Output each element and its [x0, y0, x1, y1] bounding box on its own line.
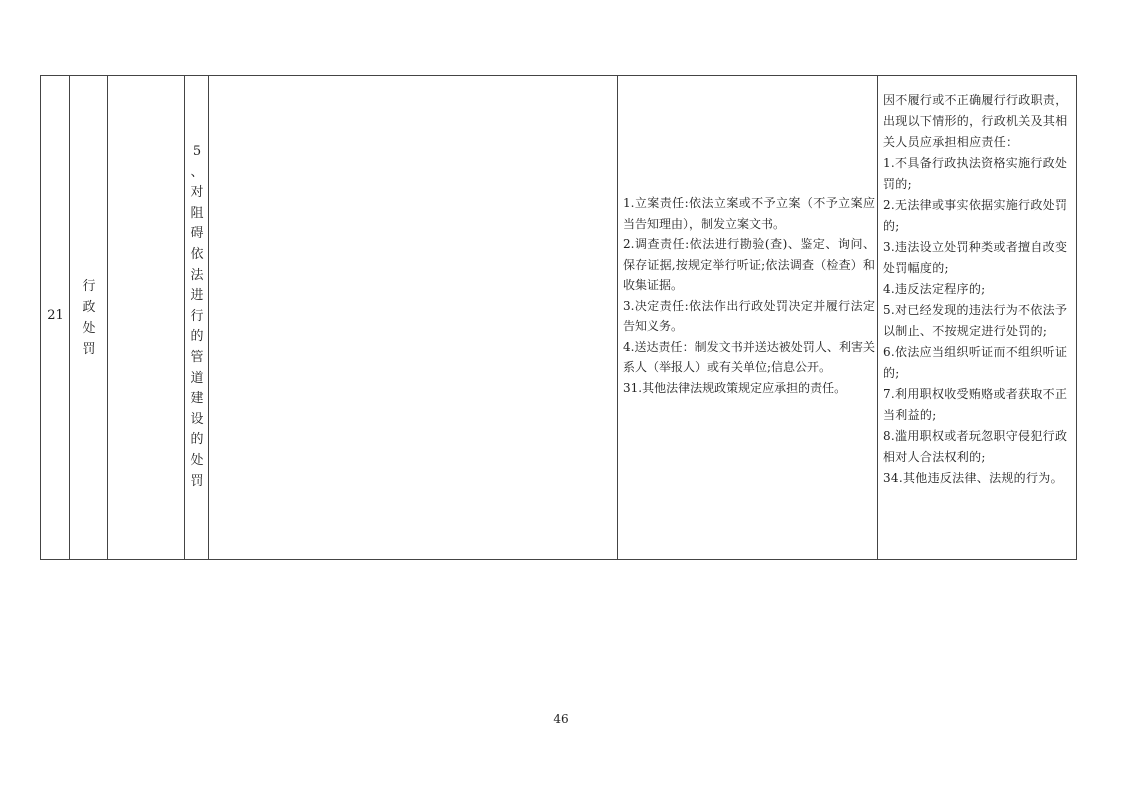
- accountability-cell: [883, 90, 1075, 489]
- category-char: 行: [82, 279, 96, 294]
- item-name-char: 的: [190, 432, 204, 448]
- item-name-char: 、: [190, 164, 204, 180]
- item-name-char: 阻: [190, 205, 204, 221]
- accountability-item: 4.违反法定程序的;: [883, 282, 986, 296]
- item-name-char: 管: [190, 349, 204, 365]
- item-name-cell: [185, 142, 209, 492]
- column-basis: [209, 76, 618, 559]
- responsibility-table: [40, 75, 1077, 560]
- accountability-item: 5.对已经发现的违法行为不依法予以制止、不按规定进行处罚的;: [883, 303, 1068, 338]
- accountability-item: 8.滥用职权或者玩忽职守侵犯行政相对人合法权利的;: [883, 429, 1068, 464]
- item-name-char: 进: [190, 288, 204, 304]
- item-name-char: 处: [190, 452, 204, 468]
- item-name-char: 道: [190, 370, 204, 386]
- item-name-char: 罚: [190, 473, 204, 489]
- item-name-char: 碍: [190, 226, 204, 242]
- column-code: [108, 76, 185, 559]
- accountability-item: 3.违法设立处罚种类或者擅自改变处罚幅度的;: [883, 240, 1068, 275]
- item-name-char: 行: [190, 308, 204, 324]
- accountability-item: 2.无法律或事实依据实施行政处罚的;: [883, 198, 1068, 233]
- responsibility-item: 31.其他法律法规政策规定应承担的责任。: [623, 380, 847, 395]
- page-number: 46: [553, 712, 569, 726]
- category-char: 政: [82, 300, 96, 315]
- item-name-char: 对: [190, 185, 204, 201]
- row-seq-number: 21: [47, 308, 64, 323]
- category-cell: [70, 276, 108, 360]
- item-name-char: 建: [190, 391, 204, 407]
- item-name-char: 的: [190, 329, 204, 345]
- responsibilities-cell: [623, 193, 875, 398]
- category-char: 处: [82, 321, 96, 336]
- accountability-item: 1.不具备行政执法资格实施行政处罚的;: [883, 156, 1068, 191]
- accountability-item: 因不履行或不正确履行行政职责，出现以下情形的，行政机关及其相关人员应承担相应责任：: [883, 93, 1068, 149]
- item-name-char: 5: [192, 144, 202, 159]
- accountability-item: 7.利用职权收受贿赂或者获取不正当利益的;: [883, 387, 1068, 422]
- item-name-char: 依: [190, 246, 204, 262]
- responsibility-item: 3.决定责任:依法作出行政处罚决定并履行法定告知义务。: [623, 298, 875, 333]
- item-name-char: 设: [190, 411, 204, 427]
- item-name-char: 法: [190, 267, 204, 283]
- responsibility-item: 1.立案责任:依法立案或不予立案（不予立案应当告知理由），制发立案文书。: [623, 196, 875, 231]
- category-char: 罚: [82, 342, 96, 357]
- accountability-item: 6.依法应当组织听证而不组织听证的;: [883, 345, 1068, 380]
- responsibility-item: 2.调查责任:依法进行勘验(查)、鉴定、询问、保存证据,按规定举行听证;依法调查（检查）和收集证据。: [623, 237, 875, 292]
- accountability-item: 34.其他违反法律、法规的行为。: [883, 471, 1063, 485]
- responsibility-item: 4.送达责任：制发文书并送达被处罚人、利害关系人（举报人）或有关单位;信息公开。: [623, 339, 875, 374]
